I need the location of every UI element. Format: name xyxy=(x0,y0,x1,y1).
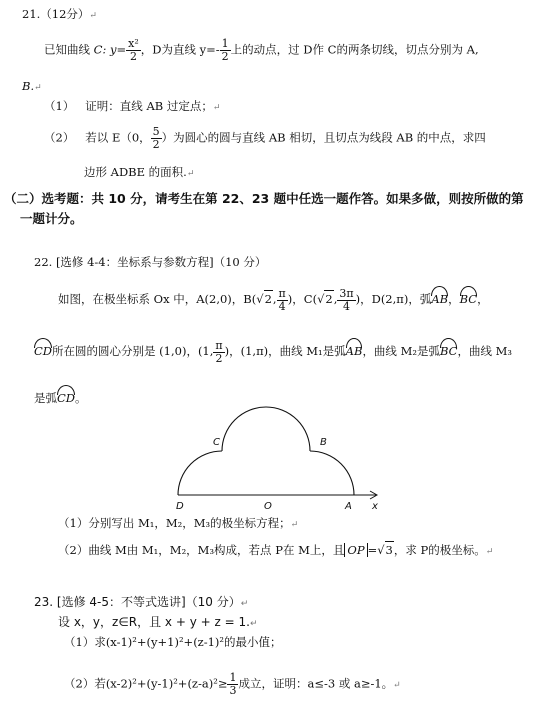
arc-bc: BC xyxy=(440,338,457,359)
point-label-o: O xyxy=(264,501,272,512)
abs-op: OP xyxy=(344,543,367,557)
q23-header: 23. [选修 4-5：不等式选讲]（10 分）↵ xyxy=(34,595,249,609)
paragraph-mark-icon: ↵ xyxy=(249,619,258,629)
q23-line1: 设 x，y，z∈R，且 x + y + z = 1.↵ xyxy=(58,615,258,629)
q22-header: 22. [选修 4-4：坐标系与参数方程]（10 分） xyxy=(34,255,267,269)
paragraph-mark-icon: ↵ xyxy=(34,83,42,93)
fraction: $\frac{3\pi}{4}$ xyxy=(339,286,354,313)
q21-header: 21.（12分）↵ xyxy=(22,7,97,21)
paragraph-mark-icon: ↵ xyxy=(212,103,221,113)
fraction: $\frac{\text{x²}}{2}$ xyxy=(128,37,139,63)
q21-statement-line1: 已知曲线 C: y= $\frac{\text{x²}}{2}$ ，D为直线 y=- $\frac{1}{2}$ 上的动点，过 D作 C的两条切线，切点分别为 A, xyxy=(44,37,479,63)
arc-ab: AB xyxy=(431,286,448,307)
fraction: $\frac{1}{3}$ xyxy=(229,671,237,697)
q21-statement-line2: B.↵ xyxy=(22,79,42,93)
arc-cd: CD xyxy=(57,385,75,406)
q21-part2-line2: 边形 ADBE 的面积.↵ xyxy=(84,165,195,179)
curve-m1 xyxy=(310,451,354,495)
point-label-a: A xyxy=(345,501,352,512)
paragraph-mark-icon: ↵ xyxy=(290,520,299,530)
point-label-b: B xyxy=(320,437,327,448)
q21-part2-line1: （2） 若以 E（0， $\frac{5}{2}$ ）为圆心的圆与直线 AB 相切，且切点为线段 AB 的中点，求四 xyxy=(44,125,486,151)
fraction: $\frac{\pi}{4}$ xyxy=(278,286,286,313)
paragraph-mark-icon: ↵ xyxy=(186,169,195,179)
paragraph-mark-icon: ↵ xyxy=(89,11,97,21)
fraction: $\frac{1}{2}$ xyxy=(221,37,229,63)
arc-bc: BC xyxy=(460,286,477,307)
q22-line1: 如图，在极坐标系 Ox 中，A(2,0)，B(√2, $\frac{\pi}{4}$ )，C(√2, $\frac{3\pi}{4}$ )，D(2,π)，弧AB，BC， xyxy=(58,286,489,313)
paragraph-mark-icon: ↵ xyxy=(240,599,249,609)
q22-line2: CD所在圆的圆心分别是 (1,0)，(1, $\frac{\pi}{2}$ )，(1,π)，曲线 M₁是弧AB，曲线 M₂是弧BC，曲线 M₃ xyxy=(34,338,512,365)
q23-sub1: （1）求(x-1)²+(y+1)²+(z-1)²的最小值； xyxy=(64,635,282,649)
axis-label-x: x xyxy=(372,501,378,512)
arc-cd: CD xyxy=(34,338,52,359)
q23-sub2: （2）若(x-2)²+(y-1)²+(z-a)²≥ $\frac{1}{3}$ 成立，证明：a≤-3 或 a≥-1。↵ xyxy=(64,671,401,697)
section2-line1: （二）选考题：共 10 分，请考生在第 22、23 题中任选一题作答。如果多做，则按所做的第 xyxy=(4,191,524,206)
curve-m2 xyxy=(222,407,310,451)
paragraph-mark-icon: ↵ xyxy=(393,680,401,691)
polar-curve-diagram xyxy=(160,405,390,517)
fraction: $\frac{\pi}{2}$ xyxy=(215,338,223,365)
section2-line2: 一题计分。 xyxy=(20,211,83,226)
q21-part1: （1） 证明：直线 AB 过定点；↵ xyxy=(44,99,221,113)
q22-line3: 是弧CD。 xyxy=(34,385,87,406)
fraction: $\frac{5}{2}$ xyxy=(152,125,160,151)
q22-sub1: （1）分别写出 M₁，M₂，M₃的极坐标方程；↵ xyxy=(58,516,299,530)
curve-m3 xyxy=(178,451,222,495)
arc-ab: AB xyxy=(346,338,363,359)
point-label-c: C xyxy=(213,437,220,448)
point-label-d: D xyxy=(176,501,184,512)
paragraph-mark-icon: ↵ xyxy=(485,547,494,557)
q22-sub2: （2）曲线 M由 M₁，M₂，M₃构成，若点 P在 M上，且 OP =√3，求 P的极坐标。↵ xyxy=(58,543,494,557)
